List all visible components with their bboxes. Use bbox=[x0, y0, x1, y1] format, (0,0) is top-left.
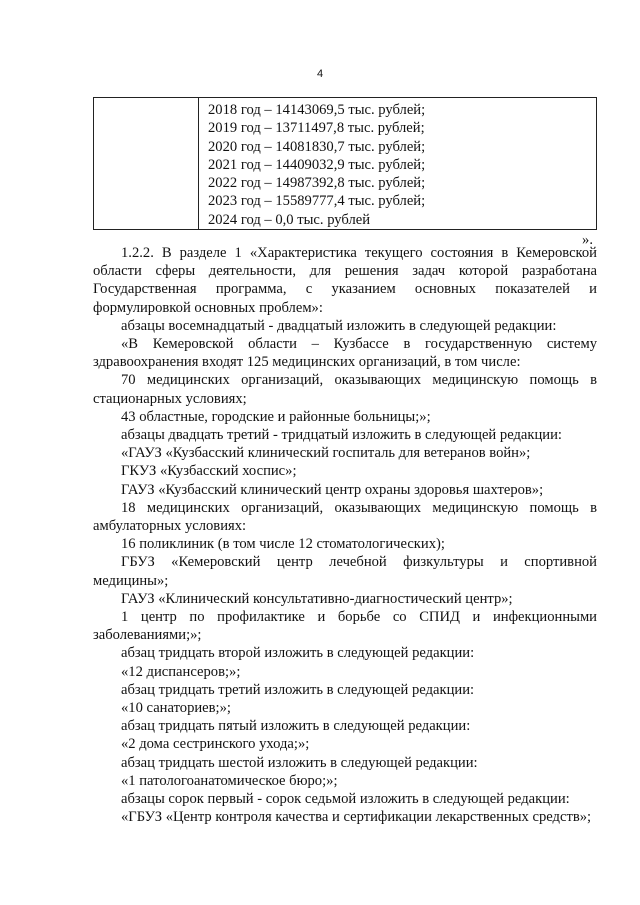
document-body bbox=[93, 244, 597, 827]
paragraph: абзац тридцать третий изложить в следующей редакции: bbox=[121, 681, 475, 698]
paragraph: 18 медицинских организаций, оказывающих медицинскую помощь в амбулаторных условиях: bbox=[93, 499, 597, 535]
paragraph: «ГАУЗ «Кузбасский клинический госпиталь для ветеранов войн»; bbox=[121, 445, 531, 462]
paragraph: 43 областные, городские и районные больницы;»; bbox=[121, 408, 431, 425]
funding-line-2019: 2019 год – 13711497,8 тыс. рублей; bbox=[208, 120, 425, 137]
funding-line-2021: 2021 год – 14409032,9 тыс. рублей; bbox=[208, 156, 426, 173]
paragraph: абзац тридцать второй изложить в следующей редакции: bbox=[121, 645, 475, 662]
funding-line-2024: 2024 год – 0,0 тыс. рублей bbox=[208, 211, 371, 228]
paragraph: 16 поликлиник (в том числе 12 стоматологических); bbox=[121, 536, 445, 553]
paragraph: абзацы двадцать третий - тридцатый изложить в следующей редакции: bbox=[121, 427, 562, 444]
paragraph: «В Кемеровской области – Кузбассе в государственную систему здравоохранения входят 125 медицинских организаций, в том числе: bbox=[93, 336, 597, 371]
paragraph: 1.2.2. В разделе 1 «Характеристика текущего состояния в Кемеровской области сферы деятельности, для решения задач которой разработана Государственная программа, с указанием основных показателей и формулировкой основных проблем»: bbox=[93, 245, 597, 316]
funding-line-2020: 2020 год – 14081830,7 тыс. рублей; bbox=[208, 138, 426, 155]
paragraph: ГАУЗ «Клинический консультативно-диагностический центр»; bbox=[121, 590, 513, 607]
paragraph: ГКУЗ «Кузбасский хоспис»; bbox=[121, 463, 297, 480]
paragraph: ГБУЗ «Кемеровский центр лечебной физкультуры и спортивной медицины»; bbox=[93, 554, 597, 589]
funding-line-2018: 2018 год – 14143069,5 тыс. рублей; bbox=[208, 102, 426, 118]
table-funding-cell bbox=[199, 98, 597, 230]
paragraph: абзац тридцать пятый изложить в следующей редакции: bbox=[121, 718, 471, 735]
table-row bbox=[94, 98, 597, 230]
funding-line-2023: 2023 год – 15589777,4 тыс. рублей; bbox=[208, 193, 426, 210]
closing-quote: ». bbox=[582, 232, 593, 248]
funding-line-2022: 2022 год – 14987392,8 тыс. рублей; bbox=[208, 175, 426, 192]
funding-table bbox=[93, 97, 597, 230]
paragraph: «12 диспансеров;»; bbox=[121, 663, 241, 680]
paragraph: «ГБУЗ «Центр контроля качества и сертификации лекарственных средств»; bbox=[121, 809, 592, 826]
table-empty-cell bbox=[94, 98, 199, 230]
paragraph: «10 санаториев;»; bbox=[121, 700, 231, 717]
paragraph: абзацы восемнадцатый - двадцатый изложить в следующей редакции: bbox=[121, 317, 557, 334]
paragraph: «2 дома сестринского ухода;»; bbox=[121, 736, 310, 753]
page-number: 4 bbox=[316, 68, 324, 80]
paragraph: абзацы сорок первый - сорок седьмой изложить в следующей редакции: bbox=[121, 791, 570, 808]
paragraph: 70 медицинских организаций, оказывающих медицинскую помощь в стационарных условиях; bbox=[93, 372, 597, 407]
paragraph: абзац тридцать шестой изложить в следующей редакции: bbox=[121, 754, 478, 771]
paragraph: «1 патологоанатомическое бюро;»; bbox=[121, 772, 338, 789]
paragraph: 1 центр по профилактике и борьбе со СПИД и инфекционными заболеваниями;»; bbox=[93, 609, 597, 644]
paragraph: ГАУЗ «Кузбасский клинический центр охраны здоровья шахтеров»; bbox=[121, 481, 544, 498]
